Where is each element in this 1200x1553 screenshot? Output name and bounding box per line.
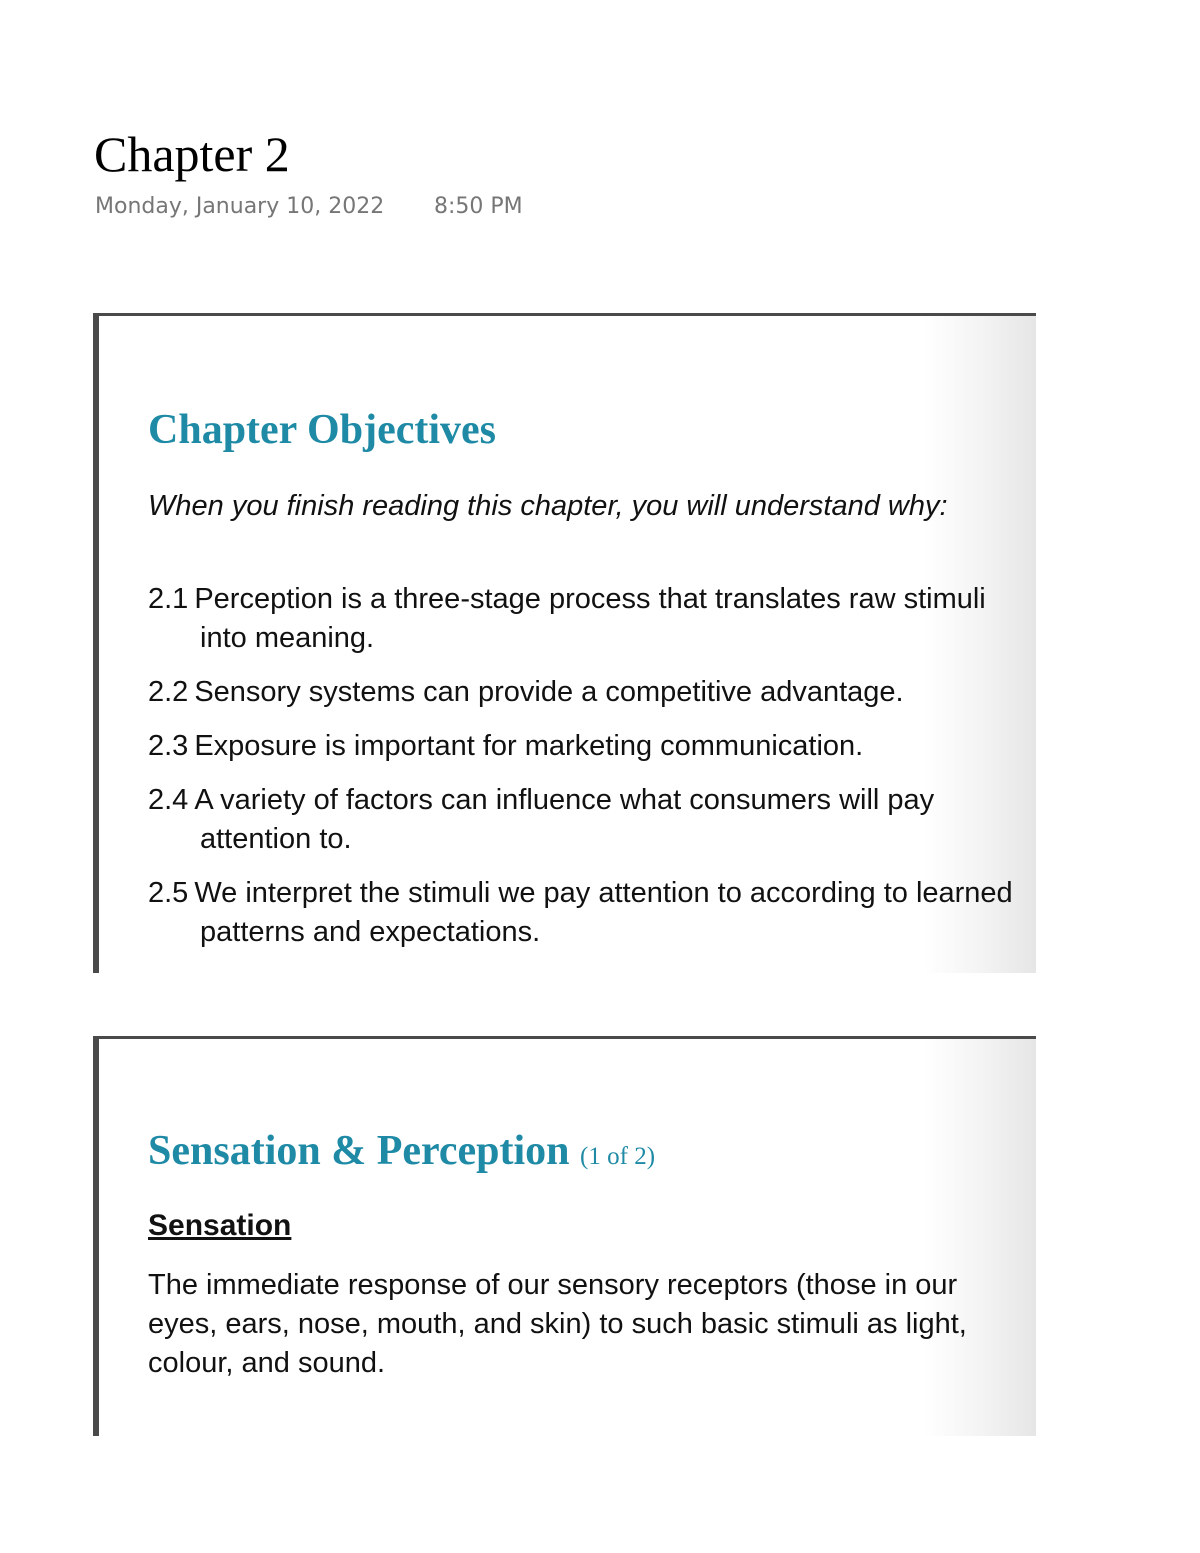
term-definition: The immediate response of our sensory receptors (those in our eyes, ears, nose, mouth, and skin) to such basic stimuli as light, colour, and sound. <box>148 1269 967 1379</box>
objective-number: 2.5 <box>148 877 189 909</box>
slide-sensation-perception <box>93 1036 1036 1436</box>
objective-number: 2.2 <box>148 676 189 708</box>
objective-item <box>148 580 1018 658</box>
note-time: 8:50 PM <box>434 194 523 219</box>
objective-number: 2.3 <box>148 730 189 762</box>
objective-text: Sensory systems can provide a competitive advantage. <box>194 676 904 708</box>
slide-heading-text: Sensation & Perception <box>148 1128 570 1174</box>
objective-text: Perception is a three-stage process that translates raw stimuli into meaning. <box>194 583 986 654</box>
note-date: Monday, January 10, 2022 <box>95 194 385 219</box>
objectives-list <box>148 580 1018 967</box>
slide-heading <box>148 1127 655 1175</box>
objective-text: Exposure is important for marketing communication. <box>194 730 864 762</box>
objective-item <box>148 874 1018 952</box>
objective-item <box>148 673 1018 712</box>
objective-number: 2.4 <box>148 784 189 816</box>
objective-text: We interpret the stimuli we pay attention to according to learned patterns and expectations. <box>194 877 1013 948</box>
slide-heading-suffix: (1 of 2) <box>580 1143 656 1170</box>
objectives-intro: When you finish reading this chapter, you will understand why: <box>148 490 948 522</box>
objective-text: A variety of factors can influence what consumers will pay attention to. <box>194 784 935 855</box>
page-title: Chapter 2 <box>94 126 290 182</box>
slide-heading: Chapter Objectives <box>148 407 496 453</box>
objective-item <box>148 727 1018 766</box>
slide-chapter-objectives <box>93 313 1036 973</box>
term-heading: Sensation <box>148 1209 292 1242</box>
objective-item <box>148 781 1018 859</box>
objective-number: 2.1 <box>148 583 189 615</box>
